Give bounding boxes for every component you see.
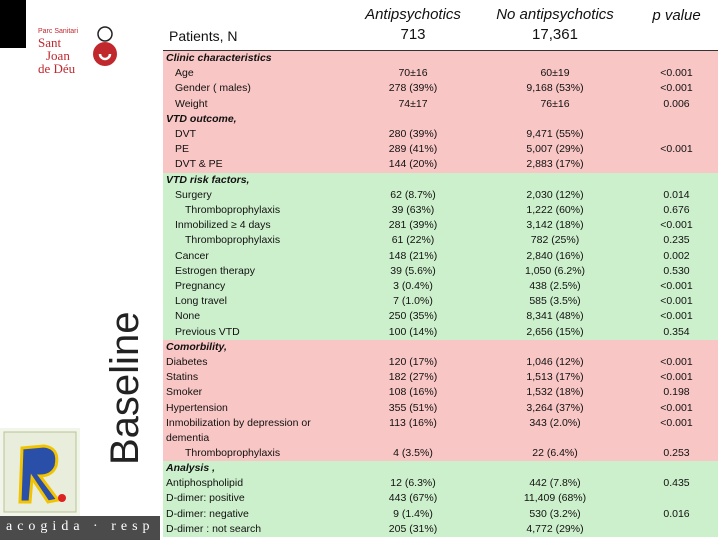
baseline-table [163, 0, 720, 540]
cell-b: 442 (7.8%) [475, 476, 635, 491]
table-row [163, 218, 718, 233]
cell-a: 278 (39%) [351, 81, 475, 96]
cell-a: 61 (22%) [351, 233, 475, 248]
table-row [163, 233, 718, 248]
cell-a: 7 (1.0%) [351, 294, 475, 309]
cell-b: 2,883 (17%) [475, 157, 635, 172]
cell-b: 782 (25%) [475, 233, 635, 248]
table-row [163, 461, 718, 476]
col-antipsychotics-title: Antipsychotics [365, 6, 461, 23]
section-risk: VTD risk factors, [163, 173, 351, 188]
cell-a: 100 (14%) [351, 325, 475, 340]
row-label: Hypertension [163, 401, 351, 416]
col-antipsychotics [351, 0, 475, 51]
row-label: Gender ( males) [163, 81, 351, 96]
cell-b: 530 (3.2%) [475, 507, 635, 522]
cell-p: 0.676 [635, 203, 718, 218]
cell-p: 0.006 [635, 97, 718, 112]
cell-b: 1,532 (18%) [475, 385, 635, 400]
hospital-logo [0, 0, 158, 82]
cell-a: 205 (31%) [351, 522, 475, 537]
cell-b: 4,772 (29%) [475, 522, 635, 537]
table-row [163, 142, 718, 157]
row-label: Estrogen therapy [163, 264, 351, 279]
row-label: D-dimer: positive [163, 491, 351, 506]
cell-p: <0.001 [635, 218, 718, 233]
cell-p: 0.435 [635, 476, 718, 491]
table-row [163, 81, 718, 96]
table-row [163, 66, 718, 81]
cell-p: <0.001 [635, 401, 718, 416]
cell-p: 0.014 [635, 188, 718, 203]
left-panel [0, 0, 160, 540]
cell-b: 9,471 (55%) [475, 127, 635, 142]
cell-p: 0.198 [635, 385, 718, 400]
row-label: Surgery [163, 188, 351, 203]
row-label: Thromboprophylaxis [163, 203, 351, 218]
table-row [163, 476, 718, 491]
cell-a: 12 (6.3%) [351, 476, 475, 491]
cell-a: 9 (1.4%) [351, 507, 475, 522]
cell-a: 182 (27%) [351, 370, 475, 385]
row-label: Long travel [163, 294, 351, 309]
cell-a: 39 (5.6%) [351, 264, 475, 279]
row-label: Previous VTD [163, 325, 351, 340]
cell-a: 144 (20%) [351, 157, 475, 172]
cell-p: 0.002 [635, 249, 718, 264]
row-label: Thromboprophylaxis [163, 446, 351, 461]
cell-a: 443 (67%) [351, 491, 475, 506]
cell-p: <0.001 [635, 294, 718, 309]
cell-a: 70±16 [351, 66, 475, 81]
footer-text: acogida · resp [6, 519, 155, 534]
row-label: Inmobilization by depression or dementia [163, 416, 351, 446]
cell-p: <0.001 [635, 279, 718, 294]
table-row [163, 51, 718, 67]
table-row [163, 340, 718, 355]
cell-a: 250 (35%) [351, 309, 475, 324]
chef-hat-icon [88, 26, 122, 68]
table-row [163, 173, 718, 188]
cell-p: <0.001 [635, 416, 718, 446]
row-label: Cancer [163, 249, 351, 264]
cell-p: <0.001 [635, 355, 718, 370]
cell-p: 0.354 [635, 325, 718, 340]
cell-b: 60±19 [475, 66, 635, 81]
cell-p: 0.235 [635, 233, 718, 248]
table-row [163, 127, 718, 142]
cell-b: 585 (3.5%) [475, 294, 635, 309]
cell-b: 343 (2.0%) [475, 416, 635, 446]
patients-label: Patients, N [163, 0, 351, 51]
cell-b: 1,050 (6.2%) [475, 264, 635, 279]
cell-b: 1,222 (60%) [475, 203, 635, 218]
logo-line1: Parc Sanitari [38, 28, 79, 35]
table-row [163, 97, 718, 112]
cell-p: 0.016 [635, 491, 718, 537]
cell-p: <0.001 [635, 127, 718, 173]
cell-b: 5,007 (29%) [475, 142, 635, 157]
table-row [163, 491, 718, 506]
cell-p: <0.001 [635, 81, 718, 96]
cell-a: 74±17 [351, 97, 475, 112]
col-no-antipsychotics-title: No antipsychotics [496, 6, 614, 23]
cell-b: 76±16 [475, 97, 635, 112]
cell-a: 281 (39%) [351, 218, 475, 233]
baseline-vertical-label: Baseline [103, 311, 147, 465]
cell-p: <0.001 [635, 309, 718, 324]
cell-a: 355 (51%) [351, 401, 475, 416]
cell-a: 289 (41%) [351, 142, 475, 157]
table-row [163, 203, 718, 218]
table-row [163, 112, 718, 127]
row-label: Diabetes [163, 355, 351, 370]
row-label: Age [163, 66, 351, 81]
col-p-value: p value [635, 0, 718, 51]
cell-b: 22 (6.4%) [475, 446, 635, 461]
cell-a: 113 (16%) [351, 416, 475, 446]
section-analysis: Analysis , [163, 461, 351, 476]
table-row [163, 355, 718, 370]
cell-b: 9,168 (53%) [475, 81, 635, 96]
cell-a: 148 (21%) [351, 249, 475, 264]
cell-a: 120 (17%) [351, 355, 475, 370]
table-row [163, 385, 718, 400]
cell-b: 1,513 (17%) [475, 370, 635, 385]
row-label: Antiphospholipid [163, 476, 351, 491]
cell-b: 3,142 (18%) [475, 218, 635, 233]
row-label: None [163, 309, 351, 324]
cell-b: 8,341 (48%) [475, 309, 635, 324]
table-row [163, 507, 718, 522]
section-clinic: Clinic characteristics [163, 51, 351, 67]
row-label: D-dimer : not search [163, 522, 351, 537]
col-antipsychotics-n: 713 [400, 26, 426, 43]
row-label: Statins [163, 370, 351, 385]
row-label: Inmobilized ≥ 4 days [163, 218, 351, 233]
row-label: DVT & PE [163, 157, 351, 172]
cell-p: <0.001 [635, 370, 718, 385]
cell-p: 0.530 [635, 264, 718, 279]
logo-black-block [0, 0, 26, 48]
section-comorb: Comorbility, [163, 340, 351, 355]
cell-a: 62 (8.7%) [351, 188, 475, 203]
row-label: DVT [163, 127, 351, 142]
cell-p: 0.253 [635, 446, 718, 461]
table-row [163, 416, 718, 446]
col-no-antipsychotics-n: 17,361 [532, 26, 578, 43]
logo-line3: Joan [46, 48, 70, 63]
cell-b: 1,046 (12%) [475, 355, 635, 370]
table-row [163, 294, 718, 309]
table-row [163, 249, 718, 264]
table-row [163, 279, 718, 294]
header-row [163, 0, 718, 51]
row-label: Weight [163, 97, 351, 112]
logo-line2: Sant [38, 35, 62, 50]
cell-b: 3,264 (37%) [475, 401, 635, 416]
cell-a: 108 (16%) [351, 385, 475, 400]
row-label: Smoker [163, 385, 351, 400]
table-row [163, 309, 718, 324]
cell-b: 2,840 (16%) [475, 249, 635, 264]
r-letter-icon [0, 428, 80, 516]
row-label: Pregnancy [163, 279, 351, 294]
logo-line4: de Déu [38, 61, 76, 76]
table-row [163, 157, 718, 172]
table-row [163, 522, 718, 537]
col-no-antipsychotics [475, 0, 635, 51]
table-row [163, 188, 718, 203]
section-vtd: VTD outcome, [163, 112, 351, 127]
table-row [163, 325, 718, 340]
row-label: PE [163, 142, 351, 157]
cell-a: 4 (3.5%) [351, 446, 475, 461]
cell-b: 11,409 (68%) [475, 491, 635, 506]
table-row [163, 446, 718, 461]
table-row [163, 264, 718, 279]
footer-strip [0, 516, 160, 540]
cell-a: 39 (63%) [351, 203, 475, 218]
r-logo [0, 428, 80, 516]
cell-a: 3 (0.4%) [351, 279, 475, 294]
cell-p: <0.001 [635, 66, 718, 81]
row-label: Thromboprophylaxis [163, 233, 351, 248]
cell-b: 438 (2.5%) [475, 279, 635, 294]
cell-b: 2,656 (15%) [475, 325, 635, 340]
cell-a: 280 (39%) [351, 127, 475, 142]
cell-b: 2,030 (12%) [475, 188, 635, 203]
table-row [163, 370, 718, 385]
table-row [163, 401, 718, 416]
row-label: D-dimer: negative [163, 507, 351, 522]
